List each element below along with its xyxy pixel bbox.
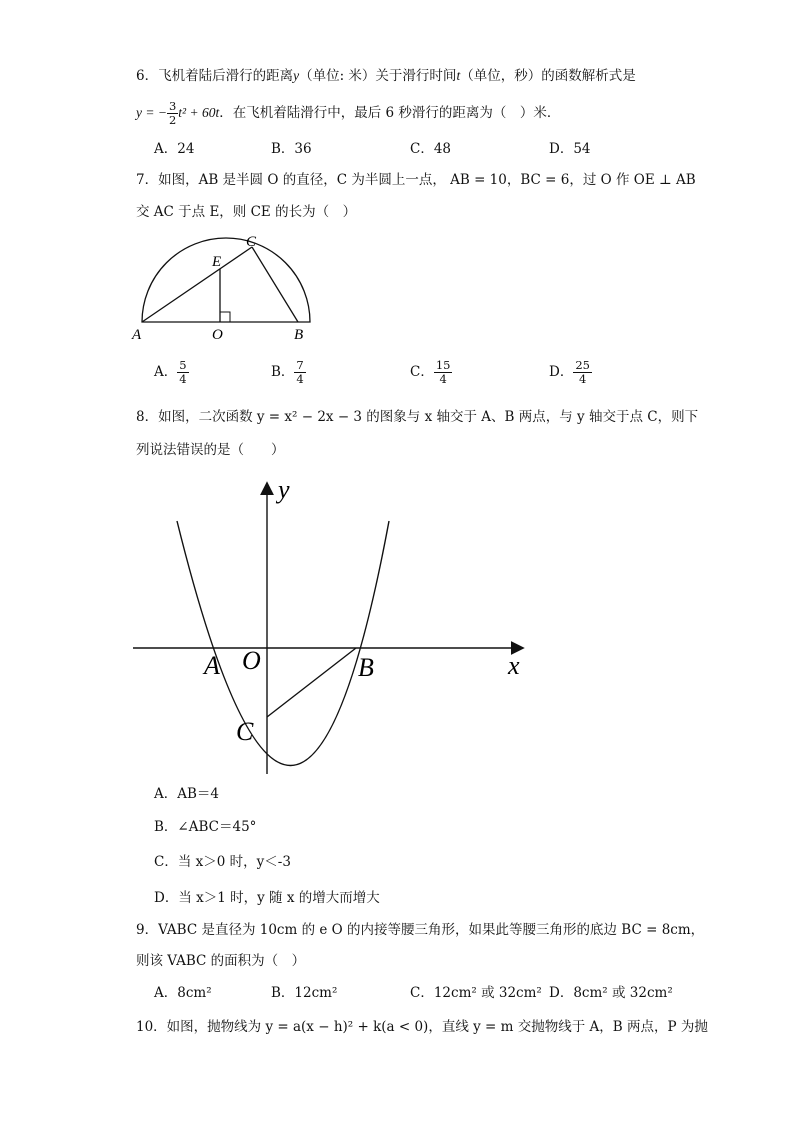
q7-label-A: A xyxy=(132,327,142,343)
q9-option-a[interactable]: A．8cm² xyxy=(154,985,212,1001)
q7-label-E: E xyxy=(212,254,222,270)
q6-option-c[interactable]: C．48 xyxy=(410,141,452,157)
q6-frac-den: 2 xyxy=(168,113,177,127)
q7-label-O: O xyxy=(212,327,223,343)
q8-label-x: x xyxy=(508,651,520,680)
q7-line1: 7．如图，AB 是半圆 O 的直径，C 为半圆上一点， AB = 10，BC = 6，过 O 作 OE ⊥ AB xyxy=(136,172,696,188)
q6-option-b[interactable]: B．36 xyxy=(271,141,312,157)
q9-option-c[interactable]: C．12cm² 或 32cm² xyxy=(410,985,542,1001)
q6-text-c: （单位，秒）的函数解析式是 xyxy=(460,68,636,84)
q6-formula-rhs: t² + 60t xyxy=(178,105,220,120)
q8-parabola-figure xyxy=(130,474,550,784)
q8-label-A: A xyxy=(204,651,220,680)
q7-option-c[interactable]: C． $\frac{15}{4}$ xyxy=(410,358,451,386)
q8-label-C: C xyxy=(236,717,254,746)
q8-label-y: y xyxy=(278,475,290,504)
q8-option-c[interactable]: C．当 x＞0 时，y＜-3 xyxy=(154,854,291,870)
q8-option-a[interactable]: A．AB＝4 xyxy=(154,786,220,802)
q10-line1: 10．如图，抛物线为 y = a(x − h)² + k(a < 0)，直线 y = m 交抛物线于 A，B 两点，P 为抛 xyxy=(136,1019,708,1035)
q6-option-d[interactable]: D．54 xyxy=(549,141,591,157)
q8-option-d[interactable]: D．当 x＞1 时，y 随 x 的增大而增大 xyxy=(154,890,380,906)
q8-option-b[interactable]: B．∠ABC＝45° xyxy=(154,819,257,835)
q6-line1 xyxy=(136,67,636,85)
q6-option-a[interactable]: A．24 xyxy=(154,141,195,157)
q8-line1: 8．如图，二次函数 y = x² − 2x − 3 的图象与 x 轴交于 A、B 两点，与 y 轴交于点 C，则下 xyxy=(136,409,699,425)
q6-text-a: 6．飞机着陆后滑行的距离 xyxy=(136,68,294,84)
q7-option-d[interactable]: D． $\frac{25}{4}$ xyxy=(549,358,590,386)
q6-frac-num: 3 xyxy=(168,99,177,113)
q8-label-O: O xyxy=(242,646,261,675)
q7-label-B: B xyxy=(294,327,304,343)
q7-label-C: C xyxy=(246,234,257,250)
q6-t-var: t xyxy=(456,68,461,83)
q6-formula-lhs: y = − xyxy=(136,105,167,120)
q8-line2: 列说法错误的是（ ） xyxy=(136,442,285,458)
q7-option-b[interactable]: B． $\frac{7}{4}$ xyxy=(271,358,304,386)
q9-line1: 9．VABC 是直径为 10cm 的 e O 的内接等腰三角形，如果此等腰三角形的底边 BC = 8cm， xyxy=(136,922,705,938)
q9-line2: 则该 VABC 的面积为（ ） xyxy=(136,953,306,969)
q6-line2 xyxy=(136,98,560,128)
q9-option-b[interactable]: B．12cm² xyxy=(271,985,338,1001)
q6-y-var: y xyxy=(293,68,300,83)
q7-option-a[interactable]: A． $\frac{5}{4}$ xyxy=(154,358,187,386)
q7-line2: 交 AC 于点 E，则 CE 的长为（ ） xyxy=(136,204,357,220)
q7-semicircle-figure xyxy=(130,232,330,342)
q6-fraction xyxy=(167,100,178,127)
q6-text-b: （单位: 米）关于滑行时间 xyxy=(299,68,457,84)
q6-text-d: ．在飞机着陆滑行中，最后 6 秒滑行的距离为（ ）米． xyxy=(219,105,561,121)
q9-option-d[interactable]: D．8cm² 或 32cm² xyxy=(549,985,673,1001)
q8-label-B: B xyxy=(358,653,374,682)
